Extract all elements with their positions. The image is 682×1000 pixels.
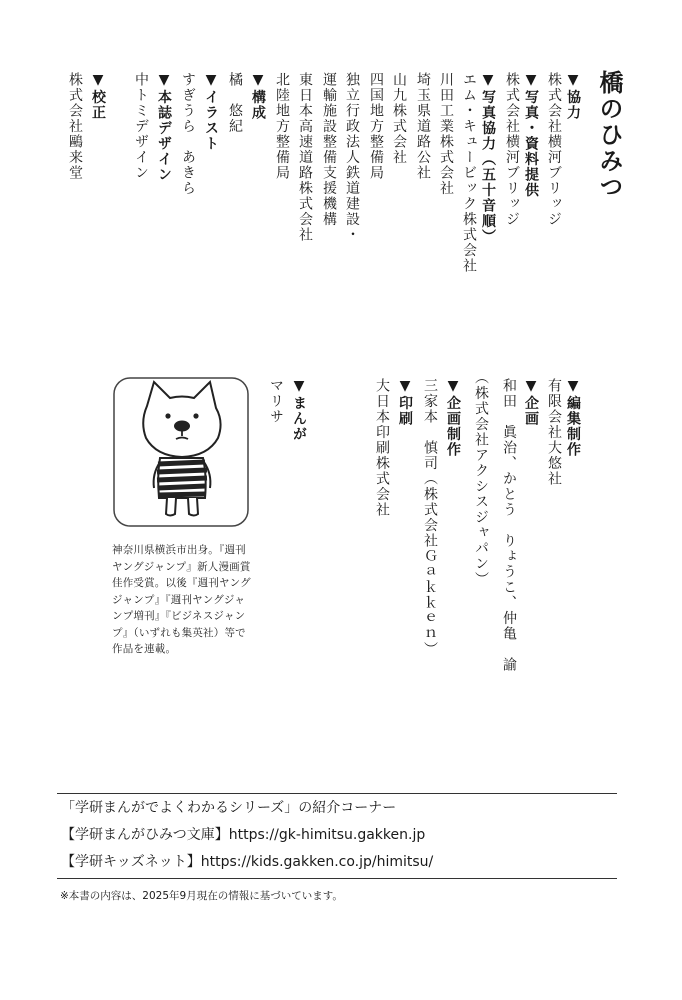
credit-col-18: ▼本誌デザイン (156, 72, 172, 183)
credit-col-19: 中トミデザイン (133, 72, 149, 181)
credit-col-20: ▼校正 (90, 72, 106, 121)
cat-mascot-illustration (112, 376, 250, 528)
manga-heading: ▼まんが (291, 378, 307, 442)
credit-col-14: ▼構成 (250, 72, 266, 121)
credit-col-16: ▼イラスト (203, 72, 219, 152)
credit-col-17: すぎうら あきら (180, 72, 196, 196)
credit-col-1: 株式会社横河ブリッジ (546, 72, 562, 227)
information-note: ※本書の内容は、2025年9月現在の情報に基づいています。 (60, 890, 343, 902)
footer-divider-bottom (57, 878, 617, 879)
staff-col-1: 有限会社大悠社 (546, 378, 562, 487)
staff-col-7: ▼印刷 (397, 378, 413, 427)
kids-net-link[interactable]: 【学研キッズネット】https://kids.gakken.co.jp/himitsu/ (61, 854, 434, 870)
credit-col-21: 株式会社鷗来堂 (67, 72, 83, 181)
staff-col-2: ▼企画 (523, 378, 539, 427)
credit-col-12: 東日本高速道路株式会社 (297, 72, 313, 243)
credit-col-6: 川田工業株式会社 (438, 72, 454, 196)
credit-col-0: ▼協力 (565, 72, 581, 121)
manga-artist: マリサ (268, 378, 284, 425)
credit-col-10: 独立行政法人鉄道建設・ (344, 72, 360, 243)
credit-col-8: 山九株式会社 (391, 72, 407, 165)
staff-col-4: （株式会社アクシスジャパン） (473, 370, 489, 587)
credit-col-5: エム・キュービック株式会社 (461, 72, 477, 274)
credit-col-2: ▼写真・資料提供 (523, 72, 539, 198)
staff-col-5: ▼企画制作 (445, 378, 461, 458)
credit-col-7: 埼玉県道路公社 (415, 72, 431, 181)
credit-col-13: 北陸地方整備局 (274, 72, 290, 181)
series-intro: 「学研まんがでよくわかるシリーズ」の紹介コーナー (61, 800, 397, 816)
staff-col-0: ▼編集制作 (565, 378, 581, 458)
credit-col-4: ▼写真協力（五十音順） (480, 72, 496, 245)
staff-col-8: 大日本印刷株式会社 (374, 378, 390, 518)
page-title: 橋のひみつ (595, 70, 623, 200)
author-bio: 神奈川県横浜市出身。『週刊ヤングジャンプ』新人漫画賞 佳作受賞。以後『週刊ヤングジャンプ』『週刊ヤングジャンプ増刊』『ビジネスジャンプ』（いずれも集英社）等で作品を連載。 (112, 544, 251, 656)
credit-col-9: 四国地方整備局 (368, 72, 384, 181)
credit-col-15: 橘 悠紀 (227, 72, 243, 134)
bunko-link[interactable]: 【学研まんがひみつ文庫】https://gk-himitsu.gakken.jp (61, 827, 426, 843)
credit-col-11: 運輸施設整備支援機構 (321, 72, 337, 227)
staff-col-6: 三家本 慎司（株式会社Ｇａｋｋｅｎ） (422, 378, 438, 657)
credit-col-3: 株式会社横河ブリッジ (504, 72, 520, 227)
footer-divider-top (57, 793, 617, 794)
staff-col-3: 和田 眞治、かとう りょうこ、仲亀 諭 (501, 378, 517, 673)
